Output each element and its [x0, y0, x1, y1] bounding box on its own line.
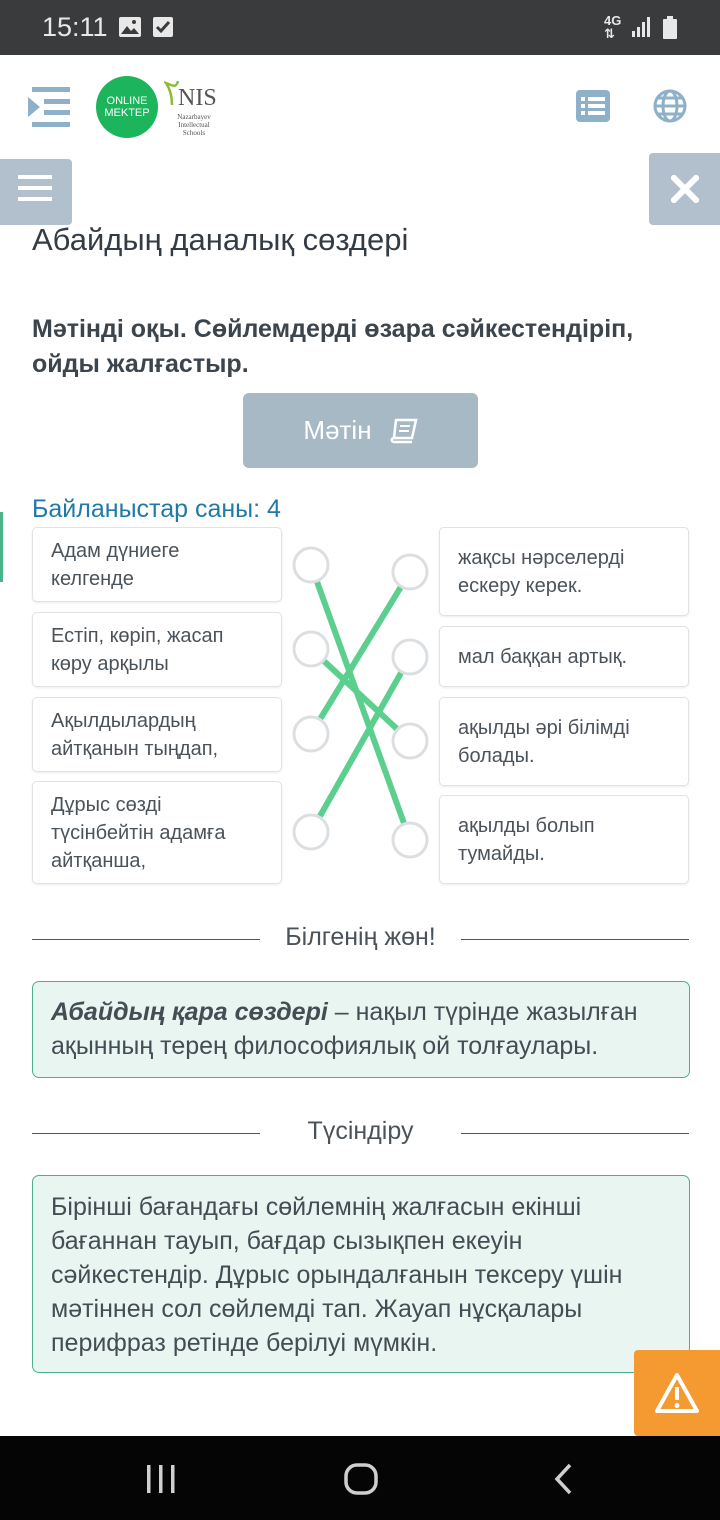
- home-icon[interactable]: [344, 1462, 378, 1496]
- left-item[interactable]: [32, 527, 282, 602]
- status-bar: [0, 0, 720, 55]
- right-item[interactable]: [439, 527, 689, 616]
- explain-box: [32, 1175, 690, 1373]
- left-connector-dot[interactable]: [294, 632, 328, 666]
- left-item-text: Ақылдылардың айтқанын тыңдап,: [51, 709, 219, 760]
- left-item-text: Адам дүниеге келгенде: [51, 539, 180, 590]
- online-mektep-logo[interactable]: [96, 76, 158, 138]
- left-connector-dot[interactable]: [294, 815, 328, 849]
- right-item-text: мал баққан артық.: [458, 645, 628, 668]
- nis-logo: [164, 75, 224, 145]
- close-icon: [671, 175, 699, 203]
- nis-logo-text: NIS: [178, 85, 217, 111]
- side-menu-button[interactable]: [0, 159, 72, 225]
- connections-count: Байланыстар саны: 4: [32, 495, 281, 523]
- book-icon: [390, 418, 418, 444]
- right-connector-dot[interactable]: [393, 555, 427, 589]
- globe-icon[interactable]: [652, 88, 688, 129]
- right-connector-dot[interactable]: [393, 724, 427, 758]
- info-section-label: Білгенің жөн!: [285, 923, 436, 951]
- battery-icon: [662, 16, 678, 45]
- network-4g-icon: 4G ⇅: [604, 13, 622, 41]
- right-item[interactable]: [439, 697, 689, 786]
- image-icon: [118, 16, 142, 43]
- right-item-text: ақылды болып тумайды.: [458, 814, 595, 865]
- network-label: 4G: [604, 13, 622, 28]
- status-time: 15:11: [42, 12, 108, 42]
- left-item-text: Естіп, көріп, жасап көру арқылы: [51, 624, 224, 675]
- right-connector-dot[interactable]: [393, 640, 427, 674]
- info-box: [32, 981, 690, 1078]
- text-button[interactable]: [243, 393, 478, 468]
- logo-online-text: ONLINE: [106, 95, 148, 107]
- divider-line: [461, 939, 689, 940]
- task-instruction: Мәтінді оқы. Сөйлемдерді өзара сәйкестендіріп, ойды жалғастыр.: [32, 315, 634, 378]
- logo-mektep-text: MEKTEP: [104, 107, 150, 119]
- info-bold-term: Абайдың қара сөздері: [51, 998, 328, 1026]
- warning-icon: [654, 1372, 700, 1414]
- hamburger-icon: [18, 173, 54, 203]
- menu-indent-icon[interactable]: [26, 85, 72, 134]
- left-item[interactable]: [32, 781, 282, 884]
- info-divider: [32, 919, 689, 959]
- signal-icon: [630, 16, 652, 43]
- right-item-text: ақылды әрі білімді болады.: [458, 716, 630, 767]
- left-item[interactable]: [32, 697, 282, 772]
- left-item-text: Дұрыс сөзді түсінбейтін адамға айтқанша,: [51, 793, 226, 872]
- left-accent-bar: [0, 512, 3, 582]
- explain-section-label: Түсіндіру: [307, 1117, 414, 1145]
- connection-line: [311, 657, 410, 832]
- info-rest-text: – нақыл түрінде жазылған ақынның терең философиялық ой толғаулары.: [51, 998, 638, 1060]
- report-warning-button[interactable]: [634, 1350, 720, 1436]
- right-item[interactable]: [439, 626, 689, 687]
- left-connector-dot[interactable]: [294, 717, 328, 751]
- page-title: Абайдың даналық сөздері: [32, 222, 409, 257]
- check-square-icon: [152, 16, 174, 43]
- connection-line: [311, 572, 410, 734]
- left-connector-dot[interactable]: [294, 548, 328, 582]
- right-item[interactable]: [439, 795, 689, 884]
- close-button[interactable]: [649, 153, 720, 225]
- right-item-text: жақсы нәрселерді ескеру керек.: [458, 546, 625, 597]
- divider-line: [461, 1133, 689, 1134]
- text-button-label: Мәтін: [303, 415, 372, 445]
- back-icon[interactable]: [552, 1462, 574, 1496]
- explain-text: Бірінші бағандағы сөйлемнің жалғасын екінші бағаннан тауып, бағдар сызықпен екеуін сәйкестендір. Дұрыс орындалғанын тексеру үшін мәтіннен сол сөйлемді тап. Жауап нұсқалары перифраз ретінде берілуі мүмкін.: [51, 1193, 623, 1357]
- system-nav-bar: [0, 1436, 720, 1520]
- list-icon[interactable]: [576, 90, 610, 127]
- left-item[interactable]: [32, 612, 282, 687]
- explain-divider: [32, 1113, 689, 1153]
- connection-line: [311, 565, 410, 840]
- recent-apps-icon[interactable]: [145, 1464, 177, 1494]
- right-connector-dot[interactable]: [393, 823, 427, 857]
- app-header: [0, 55, 720, 165]
- nis-logo-subtitle: Nazarbayev Intellectual Schools: [177, 113, 211, 137]
- connection-line: [311, 649, 410, 741]
